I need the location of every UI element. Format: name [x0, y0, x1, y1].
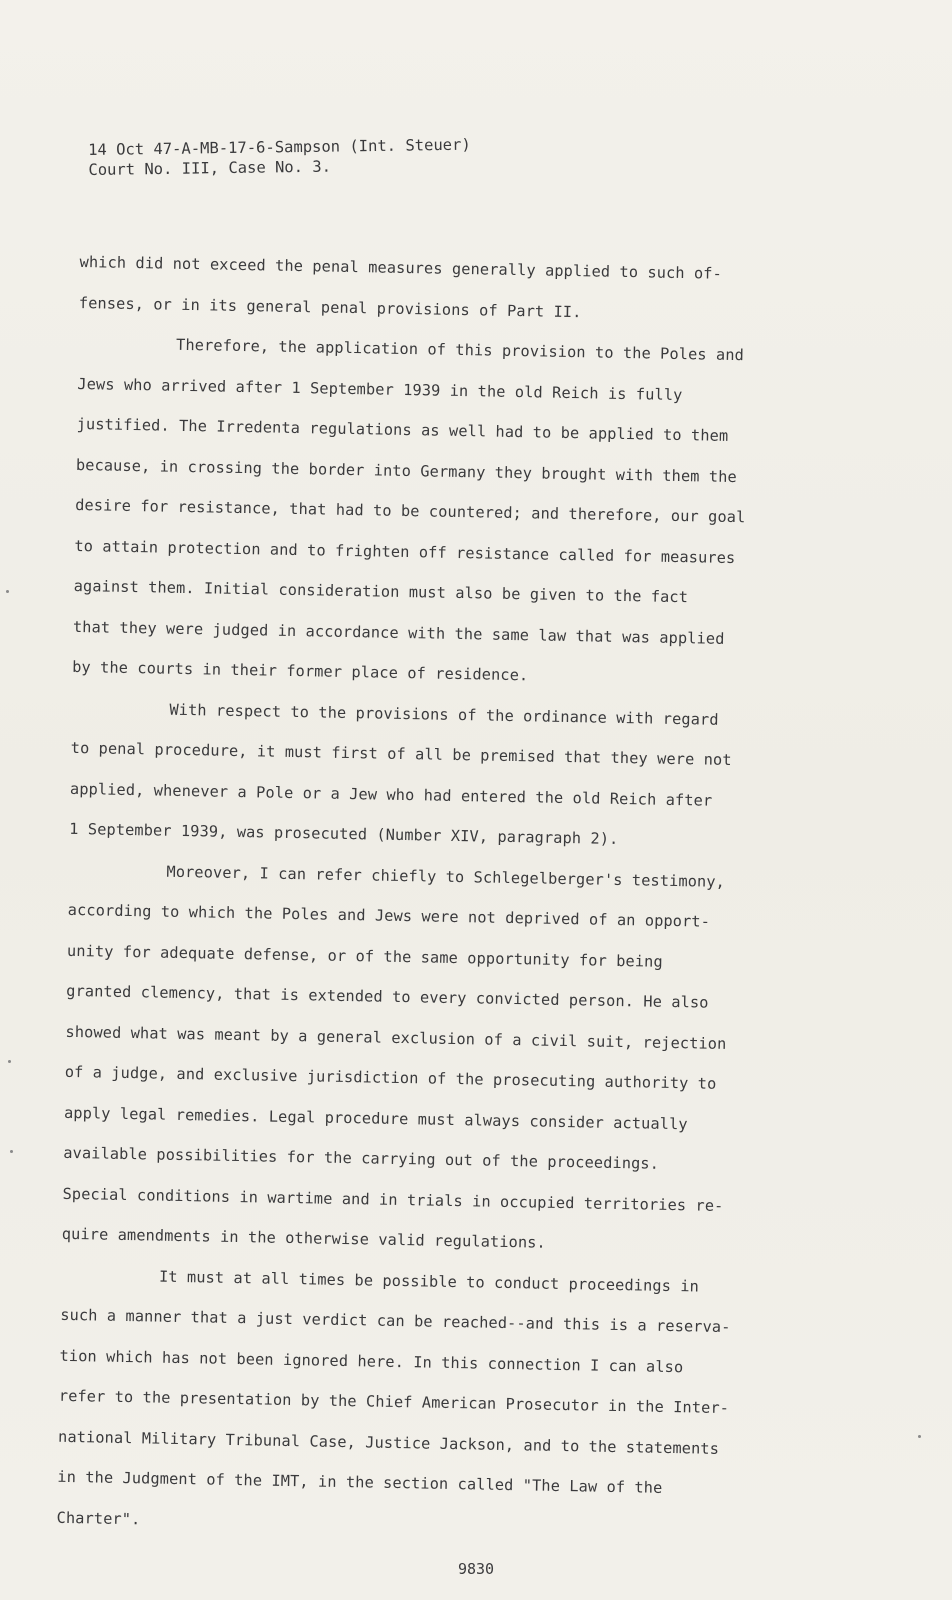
margin-speck	[918, 1435, 921, 1438]
margin-speck	[8, 1060, 11, 1063]
document-header	[88, 135, 471, 180]
paragraph-just-verdict: It must at all times be possible to conduct proceedings in such a manner that a just verdict can be reached--and this is a reserva- tion which has not been ignored here. In this connection I can also refer to the presentation by the Chief American Prosecutor in the Inter- national Military Tribunal Case, Justice Jackson, and to the statements in the Judgment of the IMT, in the section called "The Law of the Charter".	[56, 1267, 731, 1528]
paragraph-penal-procedure: With respect to the provisions of the ordinance with regard to penal procedure, it must first of all be premised that they were not applied, whenever a Pole or a Jew who had entered the old Reich after 1 September 1939, was prosecuted (Number XIV, paragraph 2).	[69, 700, 732, 848]
document-body	[56, 242, 820, 1551]
page-number: 9830	[457, 1560, 495, 1578]
header-court-line: Court No. III, Case No. 3.	[88, 157, 332, 179]
paragraph-penal-measures: which did not exceed the penal measures generally applied to such of- fenses, or in its general penal provisions of Part II.	[78, 252, 723, 321]
paragraph-application-provision: Therefore, the application of this provision to the Poles and Jews who arrived after 1 September 1939 in the old Reich is fully justified. The Irredenta regulations as well had to be applied to them because, in crossing the border into Germany they brought with them the desire for resistance, that had to be countered; and therefore, our goal to attain protection and to frighten off resistance called for measures against them. Initial consideration must also be given to the fact that they were judged in accordance with the same law that was applied by the courts in their former place of residence.	[72, 335, 746, 685]
margin-speck	[6, 590, 9, 593]
margin-speck	[10, 1150, 13, 1153]
paragraph-schlegelberger-testimony: Moreover, I can refer chiefly to Schlegelberger's testimony, according to which the Poles and Jews were not deprived of an opport- unity for adequate defense, or of the same opportunity for being granted clemency, that is extended to every convicted person. He also showed what was meant by a general exclusion of a civil suit, rejection of a judge, and exclusive jurisdiction of the prosecuting authority to apply legal remedies. Legal procedure must always consider actually available possibilities for the carrying out of the proceedings. Special conditions in wartime and in trials in occupied territories re- quire amendments in the otherwise valid regulations.	[61, 862, 727, 1252]
header-reference-line: 14 Oct 47-A-MB-17-6-Sampson (Int. Steuer)	[88, 135, 471, 159]
